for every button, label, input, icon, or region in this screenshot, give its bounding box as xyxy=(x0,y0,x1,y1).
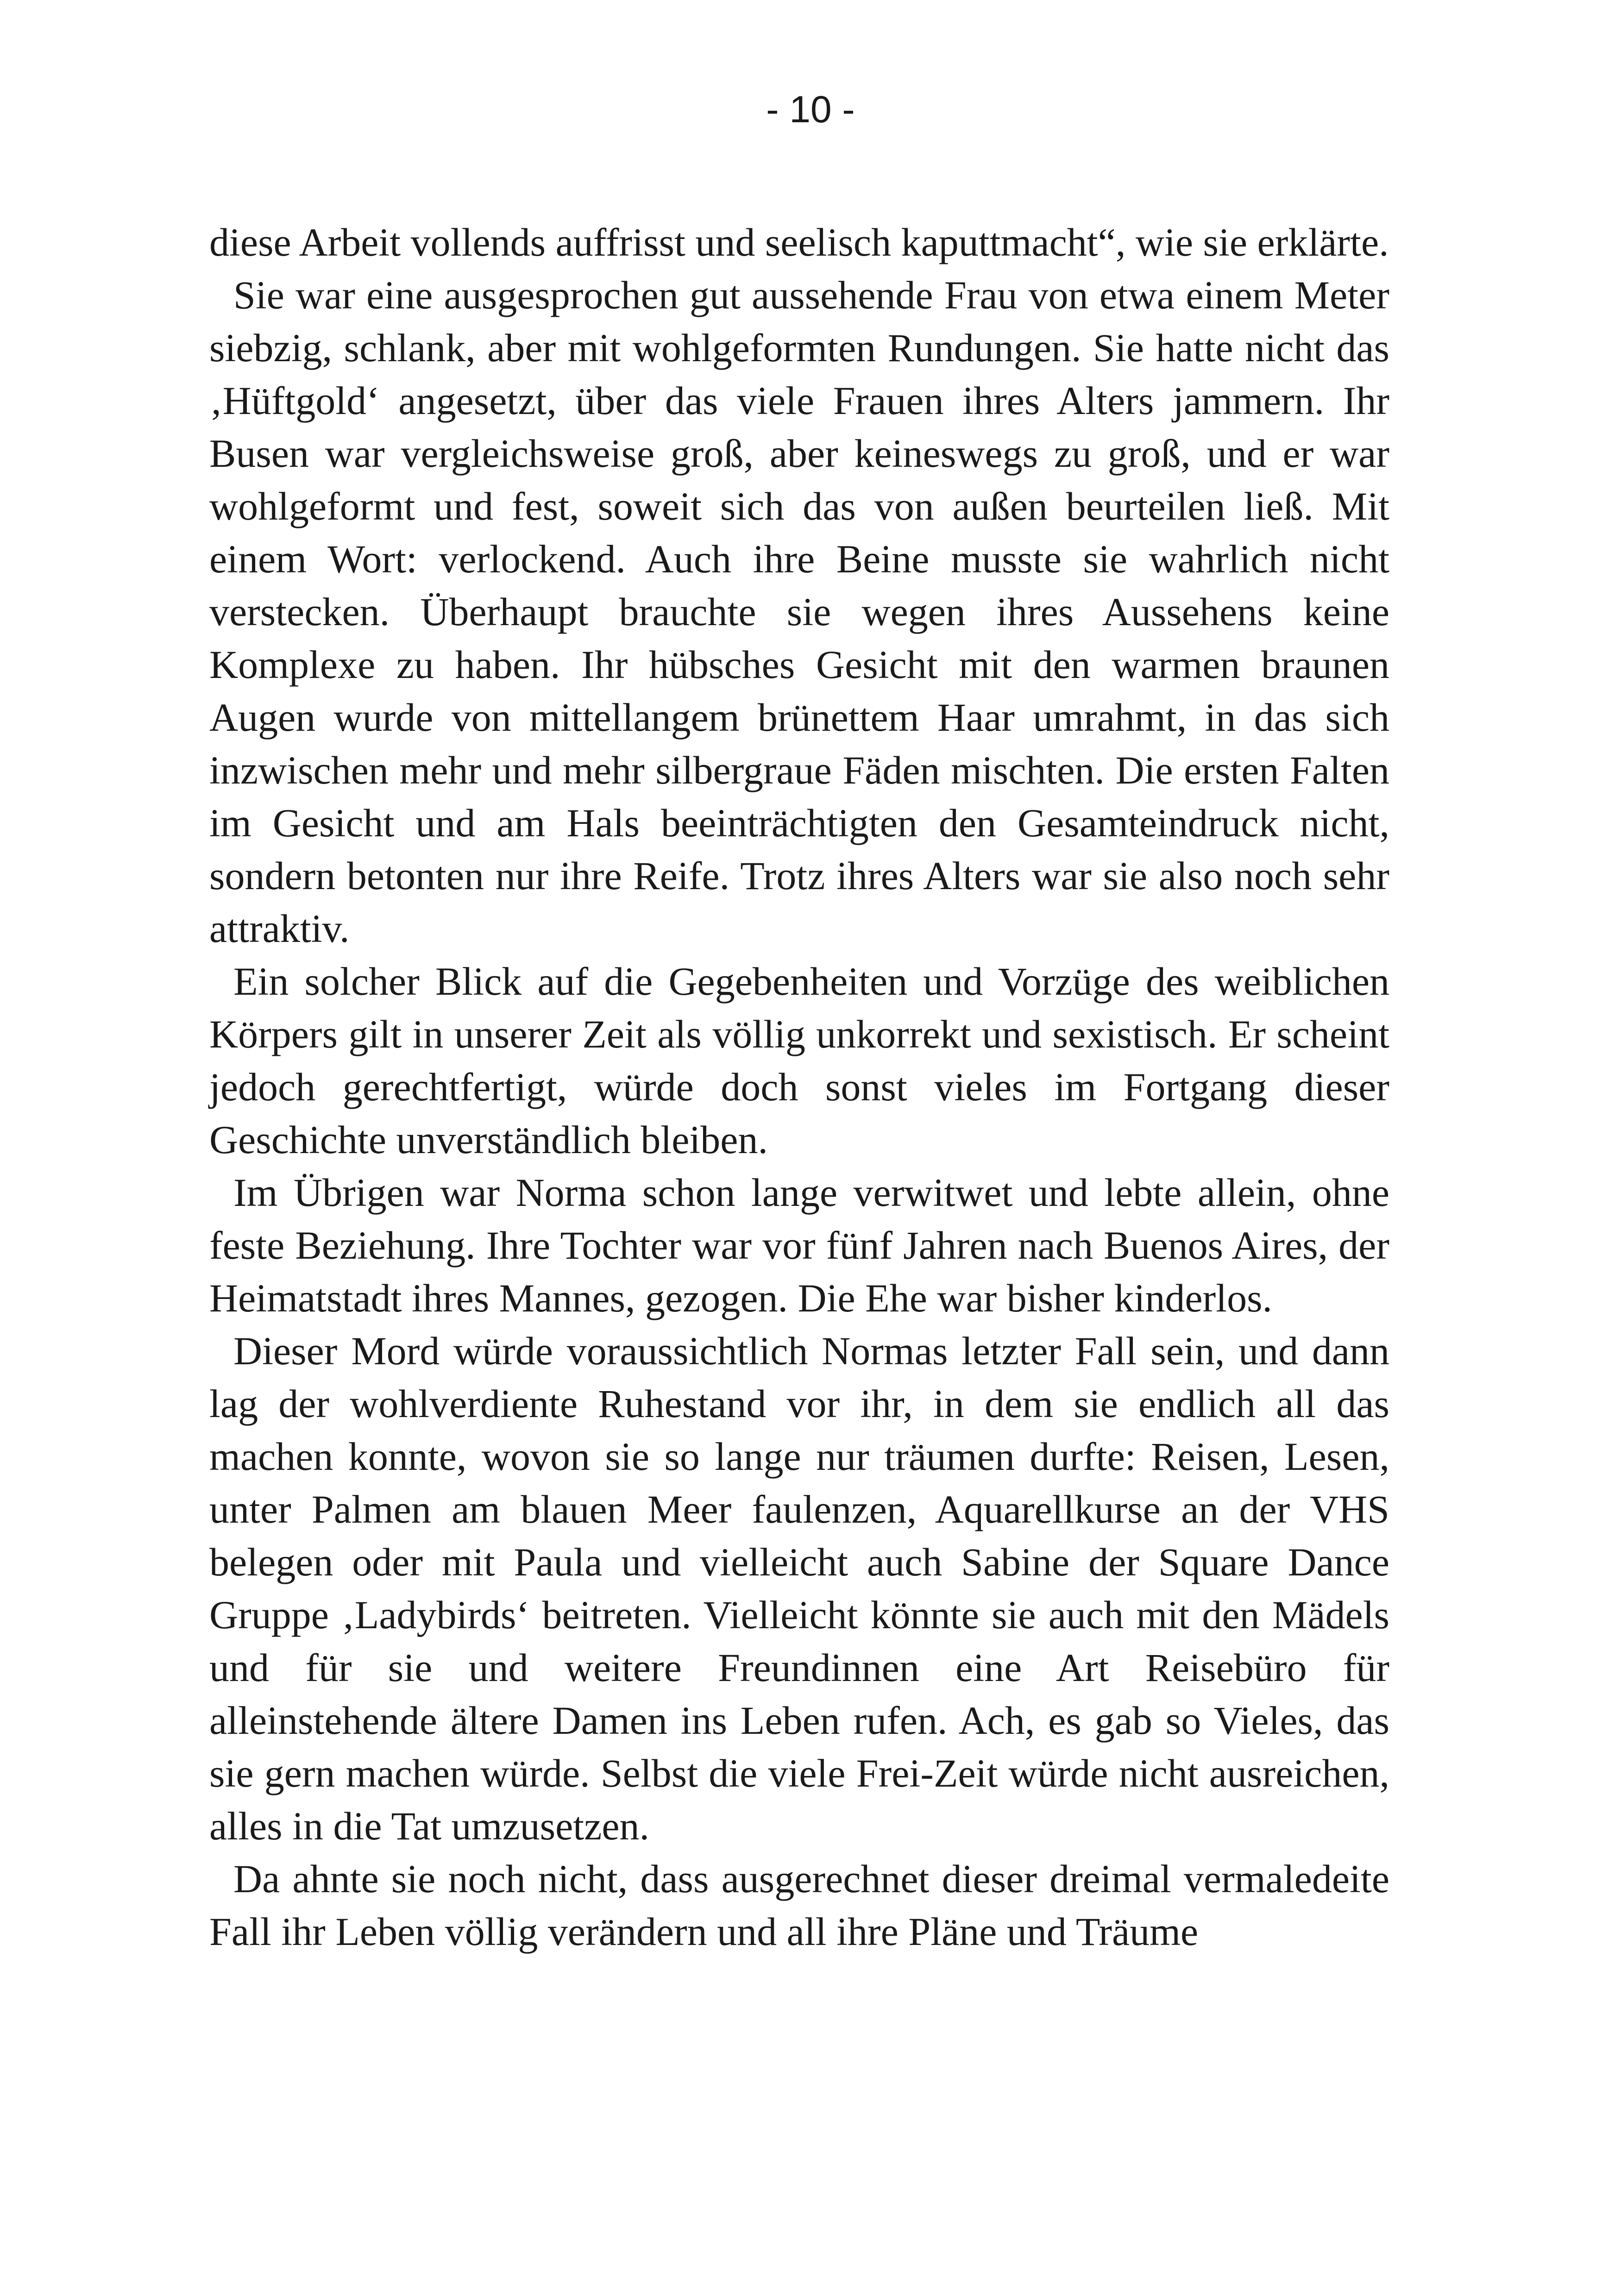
paragraph-foreshadowing: Da ahnte sie noch nicht, dass ausgerechnet dieser dreimal vermaledeite Fall ihr Leben völlig verändern und all ihre Pläne und Träume xyxy=(209,1857,1389,1954)
paragraph-description: Sie war eine ausgesprochen gut aussehende Frau von etwa einem Meter siebzig, schlank, aber mit wohlgeformten Rundungen. Sie hatte nicht das ‚Hüftgold‘ angesetzt, über das viele Frauen ihres Alters jammern. Ihr Busen war vergleichsweise groß, aber keineswegs zu groß, und er war wohlgeformt und fest, soweit sich das von außen beurteilen ließ. Mit einem Wort: verlockend. Auch ihre Beine musste sie wahrlich nicht verstecken. Überhaupt brauchte sie wegen ihres Aussehens keine Komplexe zu haben. Ihr hübsches Gesicht mit den warmen braunen Augen wurde von mittellangem brünettem Haar umrahmt, in das sich inzwischen mehr und mehr silbergraue Fäden mischten. Die ersten Falten im Gesicht und am Hals beeinträchtigten den Gesamteindruck nicht, sondern betonten nur ihre Reife. Trotz ihres Alters war sie also noch sehr attraktiv. xyxy=(209,273,1389,951)
paragraph-remark: Ein solcher Blick auf die Gegebenheiten und Vorzüge des weiblichen Körpers gilt in unserer Zeit als völlig unkorrekt und sexistisch. Er scheint jedoch gerechtfertigt, würde doch sonst vieles im Fortgang dieser Geschichte unverständlich bleiben. xyxy=(209,959,1389,1162)
paragraph-continuation: diese Arbeit vollends auffrisst und seelisch kaputtmacht“, wie sie erklärte. xyxy=(209,220,1389,264)
paragraph-retirement: Dieser Mord würde voraussichtlich Normas letzter Fall sein, und dann lag der wohlverdiente Ruhestand vor ihr, in dem sie endlich all das machen konnte, wovon sie so lange nur träumen durfte: Reisen, Lesen, unter Palmen am blauen Meer faulenzen, Aquarellkurse an der VHS belegen oder mit Paula und vielleicht auch Sabine der Square Dance Gruppe ‚Ladybirds‘ beitreten. Vielleicht könnte sie auch mit den Mädels und für sie und weitere Freundinnen eine Art Reisebüro für alleinstehende ältere Damen ins Leben rufen. Ach, es gab so Vieles, das sie gern machen würde. Selbst die viele Frei-Zeit würde nicht ausreichen, alles in die Tat umzusetzen. xyxy=(209,1329,1389,1848)
body-text xyxy=(209,216,1389,1958)
page-number: - 10 - xyxy=(766,88,855,131)
paragraph-family: Im Übrigen war Norma schon lange verwitwet und lebte allein, ohne feste Beziehung. Ihre Tochter war vor fünf Jahren nach Buenos Aires, der Heimatstadt ihres Mannes, gezogen. Die Ehe war bisher kinderlos. xyxy=(209,1170,1389,1320)
